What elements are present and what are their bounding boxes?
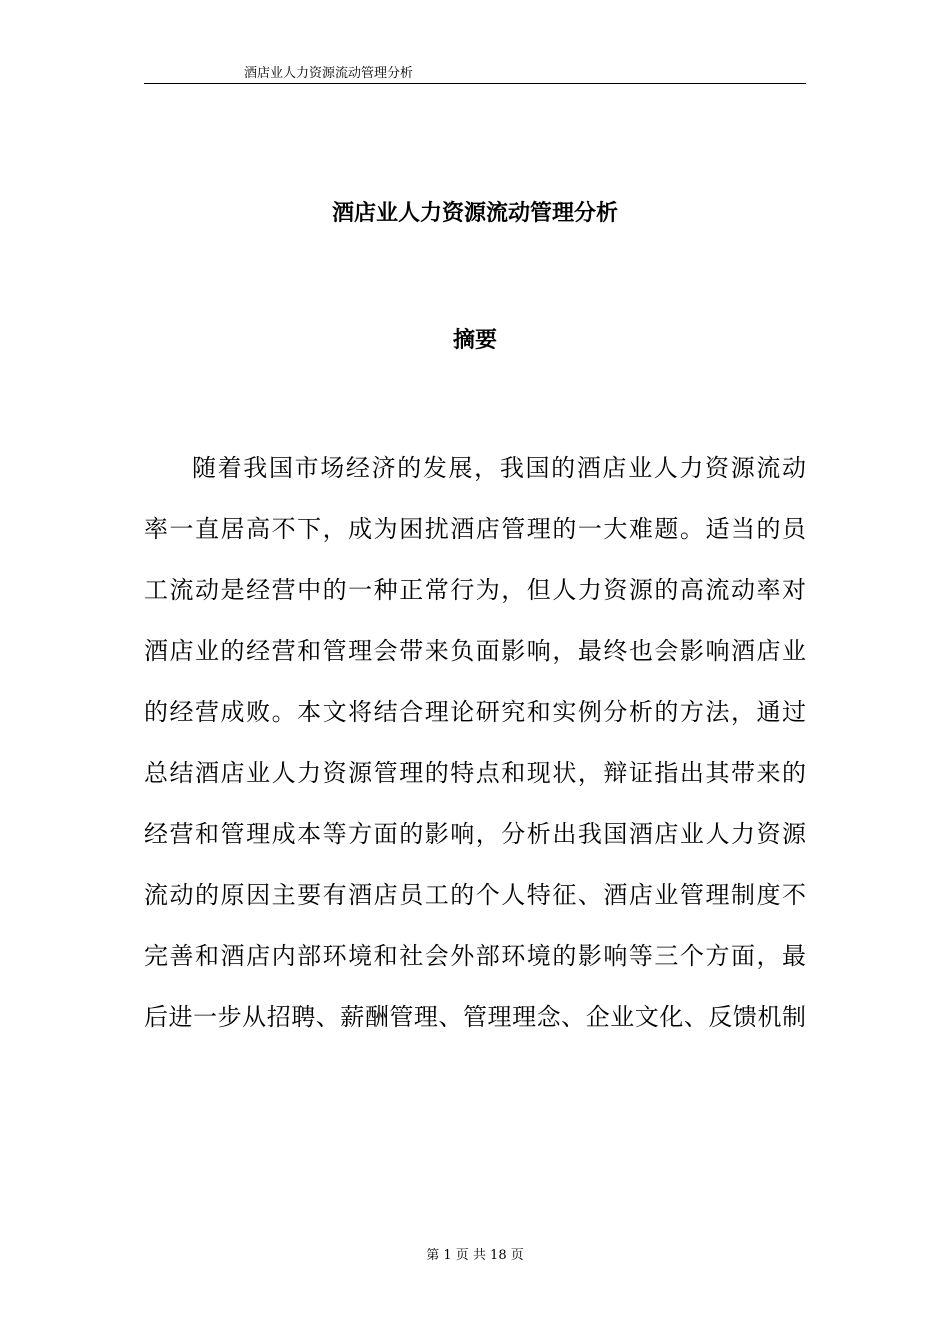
running-header: 酒店业人力资源流动管理分析 <box>244 66 414 81</box>
abstract-heading: 摘要 <box>452 327 497 353</box>
abstract-body <box>144 448 806 1058</box>
abstract-line: 率一直居高不下，成为困扰酒店管理的一大难题。适当的员 <box>144 515 806 543</box>
abstract-line: 随着我国市场经济的发展，我国的酒店业人力资源流动 <box>192 454 806 482</box>
document-title: 酒店业人力资源流动管理分析 <box>331 200 618 226</box>
page-number-footer: 第 1 页 共 18 页 <box>426 1248 524 1263</box>
abstract-line: 流动的原因主要有酒店员工的个人特征、酒店业管理制度不 <box>144 881 806 909</box>
abstract-line: 酒店业的经营和管理会带来负面影响，最终也会影响酒店业 <box>144 637 806 665</box>
abstract-line: 后进一步从招聘、薪酬管理、管理理念、企业文化、反馈机制 <box>144 1003 806 1031</box>
abstract-line: 工流动是经营中的一种正常行为，但人力资源的高流动率对 <box>144 576 806 604</box>
abstract-line: 经营和管理成本等方面的影响，分析出我国酒店业人力资源 <box>144 820 806 848</box>
abstract-line: 总结酒店业人力资源管理的特点和现状，辩证指出其带来的 <box>144 759 806 787</box>
header-divider <box>144 83 806 84</box>
abstract-line: 的经营成败。本文将结合理论研究和实例分析的方法，通过 <box>144 698 806 726</box>
abstract-line: 完善和酒店内部环境和社会外部环境的影响等三个方面，最 <box>144 942 806 970</box>
